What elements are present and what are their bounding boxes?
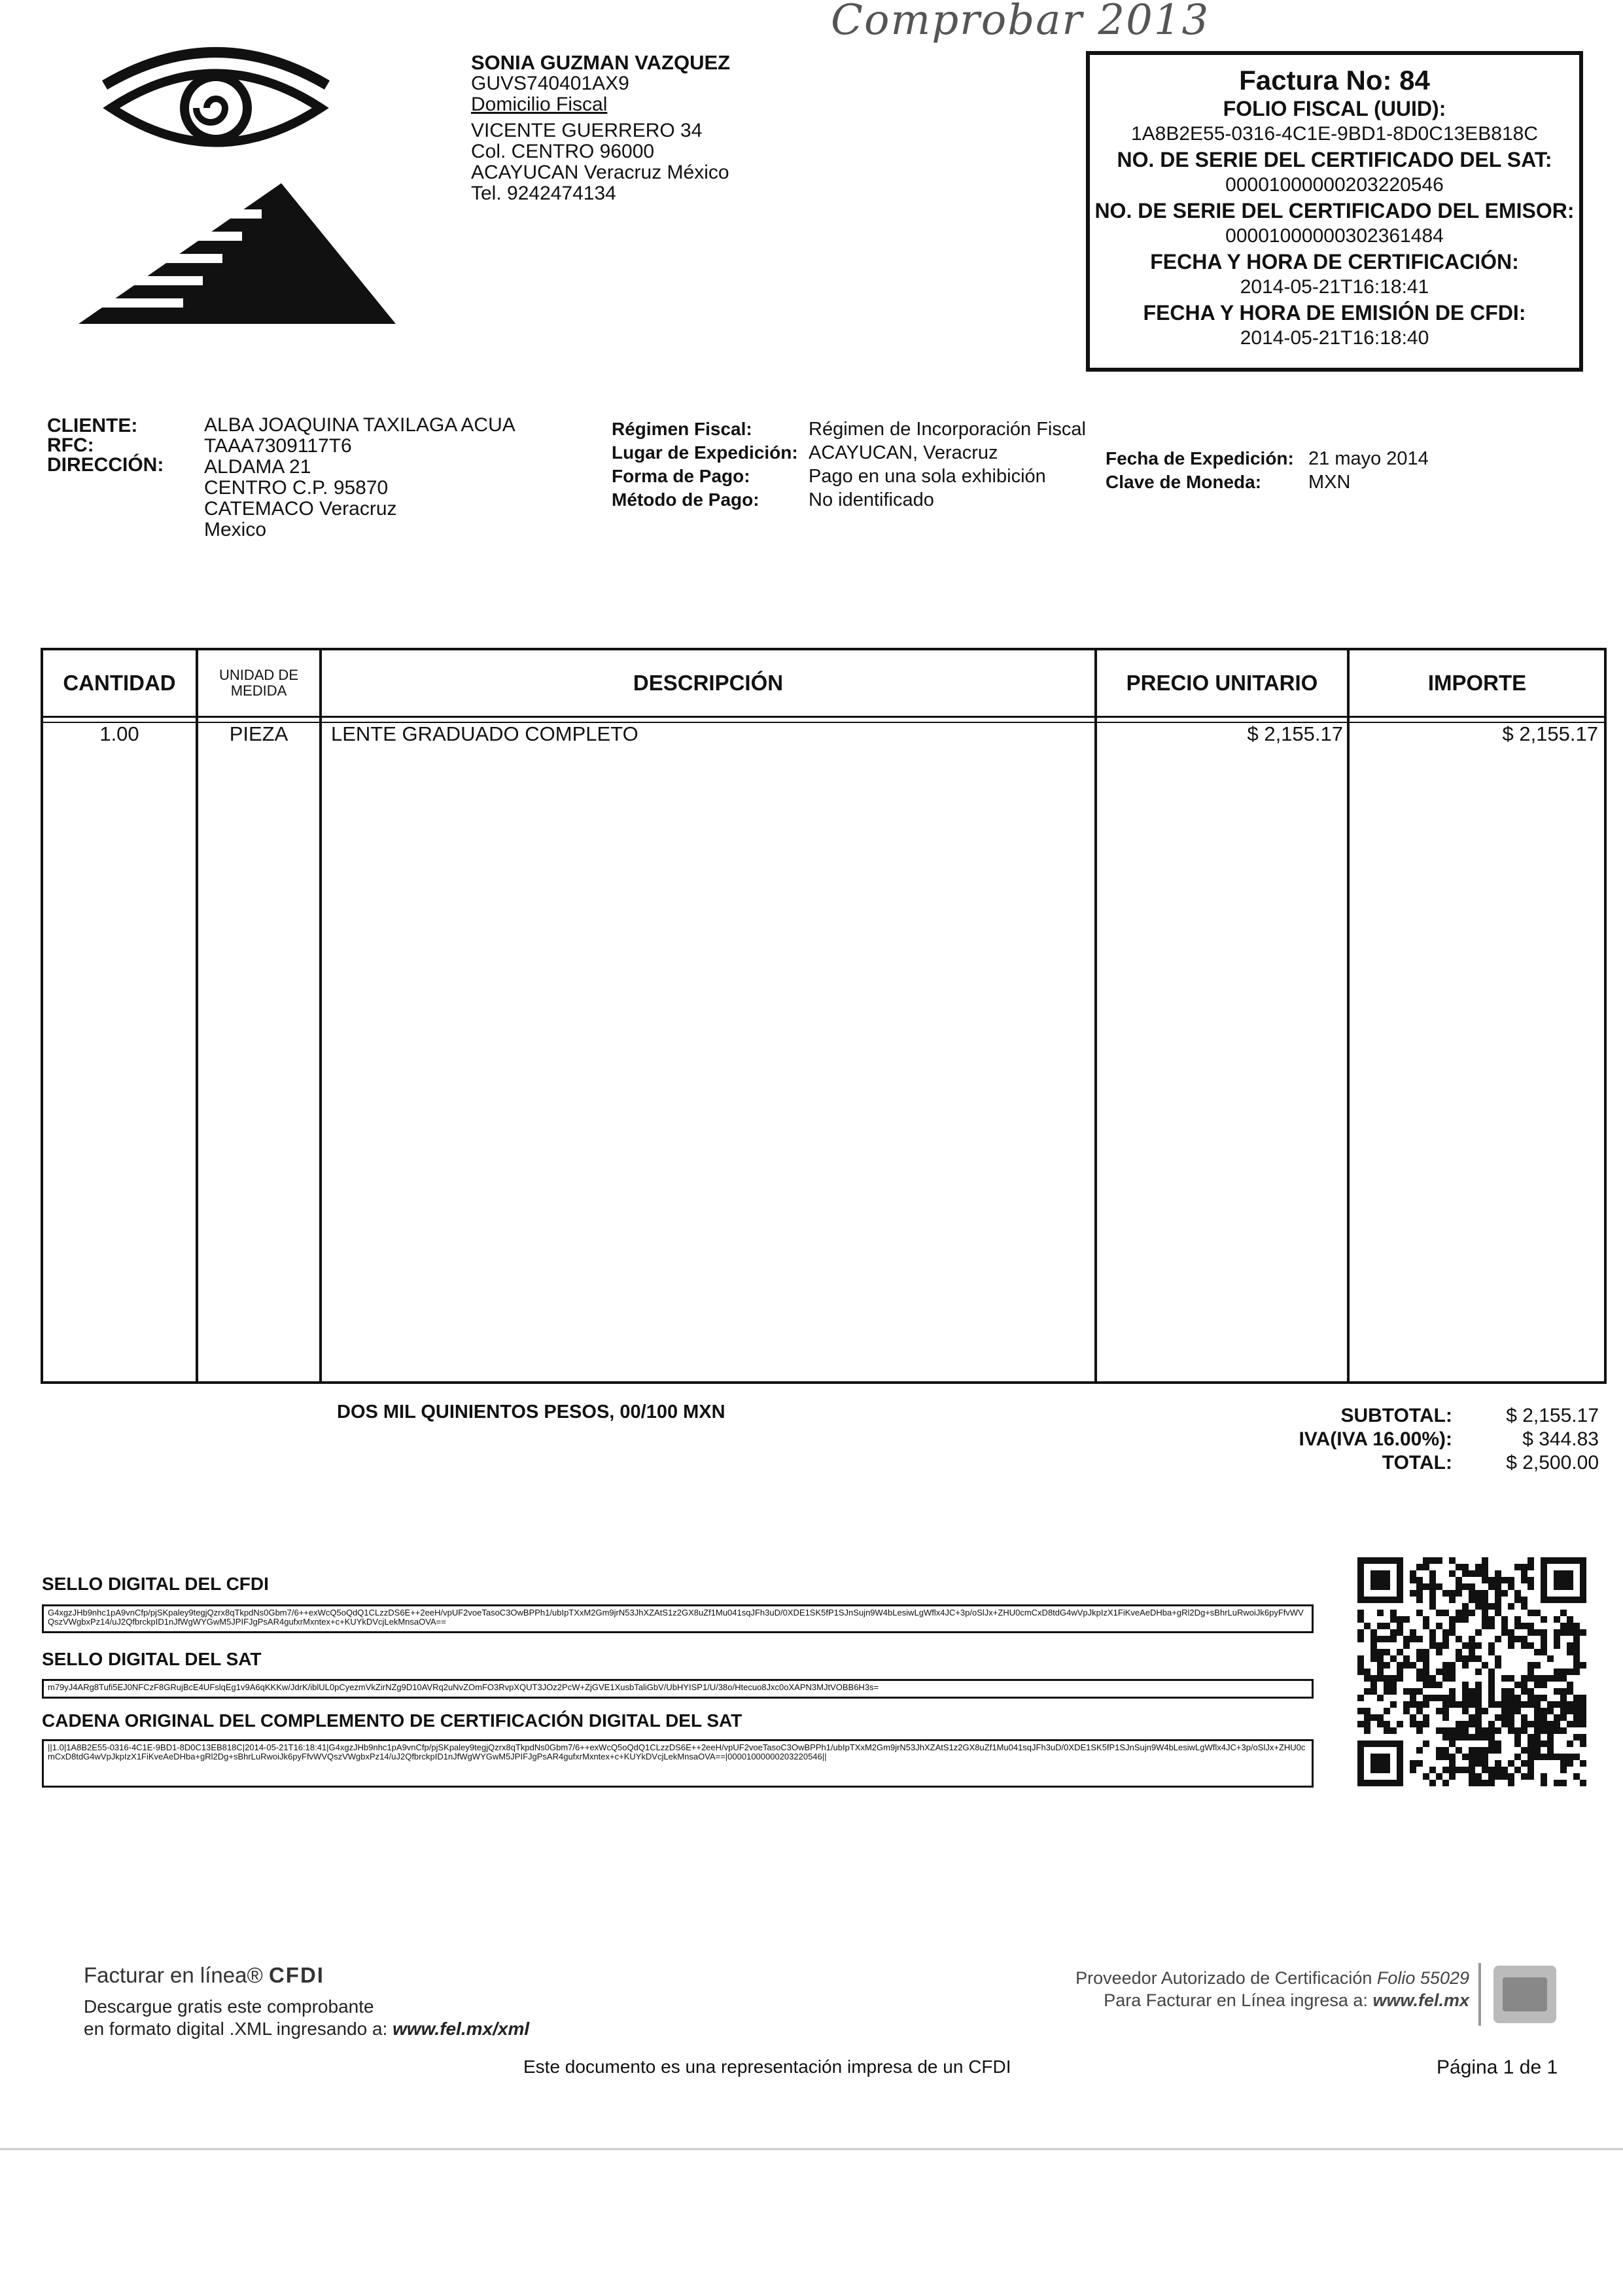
issuer-block (471, 52, 730, 204)
eye-pyramid-logo (65, 46, 406, 334)
client-name: ALBA JOAQUINA TAXILAGA ACUA (204, 414, 515, 436)
totals-labels (1164, 1404, 1452, 1475)
emission-date-label: FECHA Y HORA DE EMISIÓN DE CFDI: (1143, 301, 1526, 325)
lugar-value: ACAYUCAN, Veracruz (809, 442, 998, 463)
regimen-value: Régimen de Incorporación Fiscal (809, 419, 1086, 440)
header-cantidad: CANTIDAD (63, 671, 176, 695)
uuid-value: 1A8B2E55-0316-4C1E-9BD1-8D0C13EB818C (1130, 123, 1539, 145)
footer-page: Página 1 de 1 (1437, 2057, 1558, 2078)
cfdi-seal-value: G4xgzJHb9nhc1pA9vnCfp/pjSKpaley9tegjQzrx8qTkpdNs0Gbm7/6++exWcQ5oQdQ1CLzzDS6E++2eeH/vpUF2voeTasoC3OwBPPh1/ubIpTXxM2Gm9jrN53JhXZAtS1z2GX8uZf1Mu041sqJFh3uD/0XDE1SK5fP1SJnSujn9W4bLesiwLgWflx4JC+3p/oSlJx+ZHU0cmCxD8tdG4wVpJkpIzX1FiKveAeDHba+gRl2Dg+sBhrLuRwoiJk6pyFfvWVQszVWgbxPz14/uJ2QfbrckpID1nJfWgWYGwM5JPIFJgPsAR4gufxrMxntex+c+KUYkDVcjLekMnsaOVA== (42, 1604, 1314, 1633)
footer-line-1: Descargue gratis este comprobante (84, 1996, 374, 2017)
regimen-label: Régimen Fiscal: (612, 419, 752, 439)
footer-divider (1478, 1963, 1481, 2026)
client-values (204, 415, 515, 540)
items-table (41, 648, 1607, 1384)
issuer-rfc: GUVS740401AX9 (471, 73, 629, 94)
footer-brand (84, 1963, 324, 1988)
row-precio: $ 2,155.17 (1247, 722, 1343, 745)
sat-serial-value: 00001000000203220546 (1225, 174, 1444, 196)
issuer-serial-value: 00001000000302361484 (1225, 225, 1444, 247)
forma-label: Forma de Pago: (612, 466, 750, 486)
client-address-4: Mexico (204, 519, 267, 540)
moneda-value: MXN (1308, 472, 1351, 493)
iva-label: IVA(IVA 16.00%): (1299, 1428, 1452, 1450)
cfdi-seal-label: SELLO DIGITAL DEL CFDI (42, 1574, 269, 1594)
sat-seal-label: SELLO DIGITAL DEL SAT (42, 1649, 262, 1669)
footer-brand-cfdi: CFDI (268, 1963, 324, 1987)
subtotal-label: SUBTOTAL: (1340, 1405, 1452, 1426)
client-address-1: ALDAMA 21 (204, 456, 311, 478)
client-label: CLIENTE: (47, 415, 138, 436)
issue-labels (1106, 447, 1294, 494)
sat-seal-value: m79yJ4ARg8Tufi5EJ0NFCzF8GRujBcE4UFslqEg1v9A6qKKKw/JdrK/iblUL0pCyezmVkZirNZg9D10AVRq2uNvZOmFO3RvpXQUT3JOz2PcW+ZjGVE1XusbTaliGbV/UbHYISP1/U/38o/Htecuo8Jxc0oXAPN3MJtVOBB6H3s= (42, 1679, 1314, 1699)
footer-right (916, 1967, 1469, 2011)
emission-date-value: 2014-05-21T16:18:40 (1240, 327, 1429, 349)
footer-provider-2: Para Facturar en Línea ingresa a: (1104, 1990, 1368, 2010)
row-importe: $ 2,155.17 (1502, 722, 1598, 745)
row-descripcion: LENTE GRADUADO COMPLETO (331, 722, 638, 745)
total-value: $ 2,500.00 (1506, 1452, 1599, 1474)
moneda-label: Clave de Moneda: (1106, 472, 1262, 492)
invoice-box (1086, 51, 1583, 372)
handwritten-note: Comprobar 2013 (831, 0, 1210, 44)
issuer-phone: Tel. 9242474134 (471, 183, 616, 204)
qr-code (1357, 1557, 1586, 1786)
iva-value: $ 344.83 (1522, 1428, 1599, 1450)
chain-value: ||1.0|1A8B2E55-0316-4C1E-9BD1-8D0C13EB818C|2014-05-21T16:18:41|G4xgzJHb9nhc1pA9vnCfp/pjSKpaley9tegjQzrx8qTkpdNs0Gbm7/6++exWcQ5oQdQ1CLzzDS6E++2eeH/vpUF2voeTasoC3OwBPPh1/ubIpTXxM2Gm9jrN53JhXZAtS1z2GX8uZf1Mu041sqJFh3uD/0XDE1SK5fP1SJnSujn9W4bLesiwLgWflx4JC+3p/oSlJx+ZHU0cmCxD8tdG4wVpJkpIzX1FiKveAeDHba+gRl2Dg+sBhrLuRwoiJk6pyFfvWVQszVWgbxPz14/uJ2QfbrckpID1nJfWgWYGwM5JPIFJgPsAR4gufxrMxntex+c+KUYkDVcjLekMnsaOVA==|00001000000203220546|| (42, 1739, 1314, 1788)
client-address-2: CENTRO C.P. 95870 (204, 477, 389, 499)
issuer-city: ACAYUCAN Veracruz México (471, 162, 729, 183)
footer-folio: Folio 55029 (1376, 1968, 1469, 1988)
totals-values (1459, 1404, 1599, 1475)
header-descripcion: DESCRIPCIÓN (633, 671, 784, 695)
client-address-3: CATEMACO Veracruz (204, 498, 397, 520)
total-label: TOTAL: (1382, 1452, 1452, 1474)
scan-edge-line (0, 2148, 1623, 2150)
forma-value: Pago en una sola exhibición (809, 466, 1046, 487)
issuer-colony: Col. CENTRO 96000 (471, 141, 655, 162)
client-labels (47, 416, 164, 475)
client-rfc: TAAA7309117T6 (204, 435, 352, 457)
header-importe: IMPORTE (1427, 671, 1527, 695)
issuer-street: VICENTE GUERRERO 34 (471, 120, 703, 141)
address-label: DIRECCIÓN: (47, 454, 164, 476)
footer-line-2: en formato digital .XML ingresando a: (84, 2019, 388, 2039)
fiscal-labels (612, 417, 798, 512)
footer-provider: Proveedor Autorizado de Certificación (1075, 1968, 1372, 1988)
footer-brand-prefix: Facturar en línea® (84, 1963, 263, 1987)
cert-date-value: 2014-05-21T16:18:41 (1240, 276, 1429, 298)
amount-words: DOS MIL QUINIENTOS PESOS, 00/100 MXN (337, 1402, 725, 1422)
sat-serial-label: NO. DE SERIE DEL CERTIFICADO DEL SAT: (1117, 148, 1552, 171)
invoice-title: Factura No: 84 (1239, 65, 1430, 96)
issue-values (1308, 447, 1429, 494)
header-unidad: UNIDAD DE MEDIDA (218, 667, 298, 699)
footer-left-lines (84, 1996, 529, 2040)
row-cantidad: 1.00 (99, 722, 139, 745)
uuid-label: FOLIO FISCAL (UUID): (1223, 97, 1446, 120)
issuer-address-title: Domicilio Fiscal (471, 94, 608, 115)
footer-url-2[interactable]: www.fel.mx (1372, 1990, 1469, 2010)
rfc-label: RFC: (47, 434, 94, 456)
row-unidad: PIEZA (229, 722, 288, 745)
footer-center: Este documento es una representación impresa de un CFDI (523, 2057, 1011, 2077)
fecha-label: Fecha de Expedición: (1106, 448, 1294, 468)
subtotal-value: $ 2,155.17 (1506, 1405, 1599, 1426)
chain-label: CADENA ORIGINAL DEL COMPLEMENTO DE CERTIFICACIÓN DIGITAL DEL SAT (42, 1710, 742, 1731)
issuer-name: SONIA GUZMAN VAZQUEZ (471, 51, 731, 74)
fiscal-values (809, 417, 1086, 512)
header-precio: PRECIO UNITARIO (1126, 671, 1318, 695)
lugar-label: Lugar de Expedición: (612, 442, 798, 463)
metodo-value: No identificado (809, 489, 934, 510)
footer-url-1[interactable]: www.fel.mx/xml (393, 2019, 530, 2039)
issuer-serial-label: NO. DE SERIE DEL CERTIFICADO DEL EMISOR: (1094, 199, 1575, 222)
fecha-value: 21 mayo 2014 (1308, 448, 1429, 469)
cert-date-label: FECHA Y HORA DE CERTIFICACIÓN: (1150, 250, 1519, 274)
sat-badge-icon (1493, 1966, 1556, 2023)
metodo-label: Método de Pago: (612, 489, 759, 510)
